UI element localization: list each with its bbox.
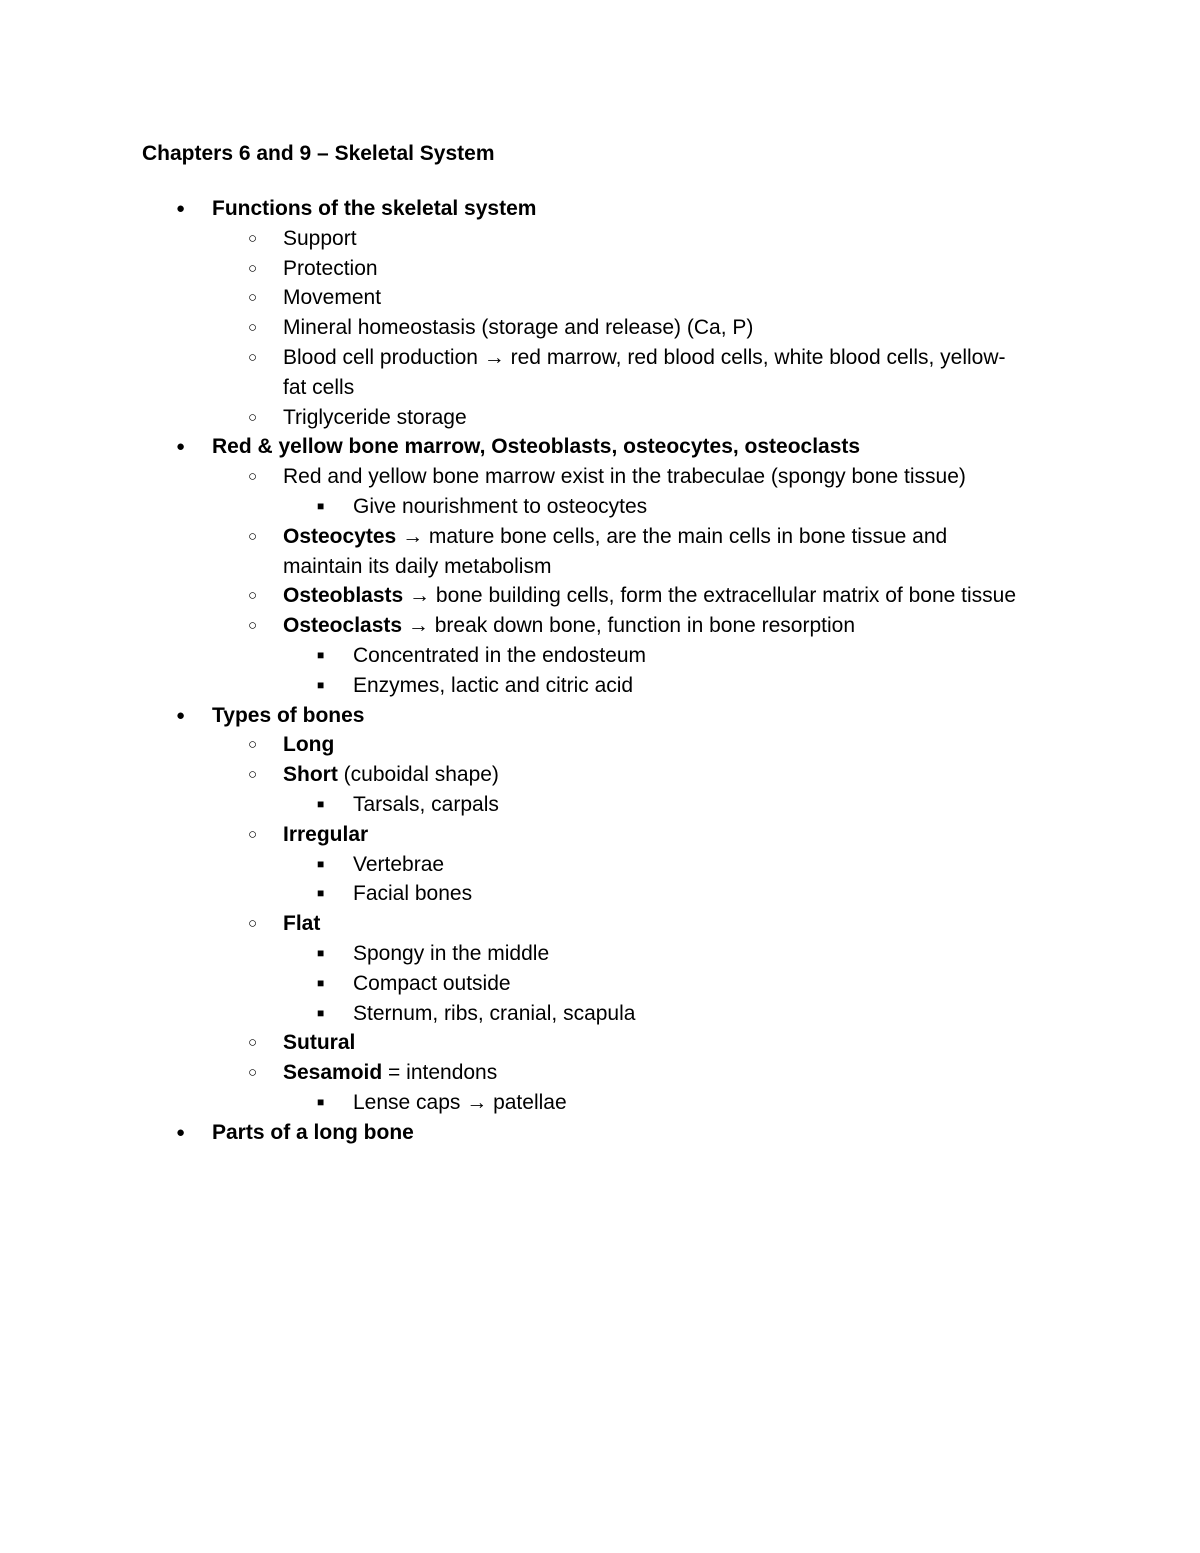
list-item-level-3 xyxy=(0,999,1200,1029)
list-item-text: (cuboidal shape) xyxy=(337,763,499,787)
list-item-level-1 xyxy=(0,701,1200,731)
list-item-text: → mature bone cells, are the main cells in bone tissue and maintain its daily metabolism xyxy=(283,524,948,578)
list-item-level-2 xyxy=(0,611,1023,641)
list-item-text: Blood cell production → red marrow, red blood cells, white blood cells, yellow-fat cells xyxy=(283,345,1006,399)
list-item-text: → break down bone, function in bone resorption xyxy=(402,614,856,638)
list-item-term: Osteocytes xyxy=(283,524,397,548)
list-item-term: Sesamoid xyxy=(283,1061,383,1085)
list-item-term: Irregular xyxy=(283,822,369,846)
list-item-term: Red & yellow bone marrow, Osteoblasts, osteocytes, osteoclasts xyxy=(212,435,861,459)
circle-bullet-icon: ○ xyxy=(248,825,258,843)
square-bullet-icon: ■ xyxy=(317,856,325,871)
circle-bullet-icon: ○ xyxy=(248,766,258,784)
list-item-level-2 xyxy=(0,224,1023,254)
list-item-text: Support xyxy=(283,226,357,250)
list-item-term: Osteoblasts xyxy=(283,584,404,608)
list-item-text: = intendons xyxy=(382,1061,498,1085)
list-item-level-1 xyxy=(0,1118,1200,1148)
list-item-text: Tarsals, carpals xyxy=(353,792,499,816)
list-item-text: Movement xyxy=(283,286,382,310)
list-item-term: Types of bones xyxy=(212,703,365,727)
square-bullet-icon: ■ xyxy=(317,1005,325,1020)
circle-bullet-icon: ○ xyxy=(248,348,258,366)
square-bullet-icon: ■ xyxy=(317,647,325,662)
list-item-level-3 xyxy=(0,1088,1200,1118)
circle-bullet-icon: ○ xyxy=(248,319,258,337)
list-item-level-3 xyxy=(0,879,1200,909)
list-item-level-2 xyxy=(0,820,1023,850)
list-item-level-2 xyxy=(0,313,1023,343)
list-item-term: Long xyxy=(283,733,335,757)
list-item-level-2 xyxy=(0,254,1023,284)
circle-bullet-icon: ○ xyxy=(248,1064,258,1082)
list-item-level-2 xyxy=(0,1028,1023,1058)
list-item-level-3 xyxy=(0,641,1200,671)
page-title: Chapters 6 and 9 – Skeletal System xyxy=(142,142,495,165)
disc-bullet-icon: ● xyxy=(176,200,186,217)
list-item-level-2 xyxy=(0,1058,1023,1088)
square-bullet-icon: ■ xyxy=(317,796,325,811)
square-bullet-icon: ■ xyxy=(317,886,325,901)
list-item-level-3 xyxy=(0,790,1200,820)
list-item-text: Mineral homeostasis (storage and release) (Ca, P) xyxy=(283,316,754,340)
list-item-text: Triglyceride storage xyxy=(283,405,467,429)
list-item-text: Compact outside xyxy=(353,971,511,995)
list-item-level-2 xyxy=(0,403,1023,433)
circle-bullet-icon: ○ xyxy=(248,587,258,605)
list-item-text: Vertebrae xyxy=(353,852,445,876)
list-item-level-1 xyxy=(0,194,1200,224)
disc-bullet-icon: ● xyxy=(176,438,186,456)
outline-list xyxy=(0,194,1200,1148)
list-item-text: Red and yellow bone marrow exist in the trabeculae (spongy bone tissue) xyxy=(283,465,966,489)
list-item-term: Flat xyxy=(283,912,321,936)
circle-bullet-icon: ○ xyxy=(248,289,258,307)
circle-bullet-icon: ○ xyxy=(248,468,258,486)
list-item-level-2 xyxy=(0,522,1023,582)
list-item-term: Short xyxy=(283,763,338,787)
list-item-level-3 xyxy=(0,492,1200,522)
list-item-text: Facial bones xyxy=(353,882,473,906)
list-item-level-2 xyxy=(0,730,1023,760)
circle-bullet-icon: ○ xyxy=(248,915,258,933)
list-item-level-2 xyxy=(0,462,1023,492)
list-item-level-2 xyxy=(0,343,1023,403)
circle-bullet-icon: ○ xyxy=(248,408,258,426)
square-bullet-icon: ■ xyxy=(317,975,325,990)
circle-bullet-icon: ○ xyxy=(248,527,258,545)
list-item-level-1 xyxy=(0,432,1200,462)
list-item-level-3 xyxy=(0,850,1200,880)
circle-bullet-icon: ○ xyxy=(248,736,258,754)
list-item-level-2 xyxy=(0,581,1023,611)
square-bullet-icon: ■ xyxy=(317,945,325,960)
list-item-level-3 xyxy=(0,671,1200,701)
circle-bullet-icon: ○ xyxy=(248,229,258,247)
list-item-text: Lense caps → patellae xyxy=(353,1090,567,1114)
list-item-term: Functions of the skeletal system xyxy=(212,197,537,220)
list-item-level-3 xyxy=(0,939,1200,969)
disc-bullet-icon: ● xyxy=(176,1123,186,1141)
list-item-level-2 xyxy=(0,283,1023,313)
list-item-level-2 xyxy=(0,909,1023,939)
list-item-term: Sutural xyxy=(283,1031,356,1055)
square-bullet-icon: ■ xyxy=(317,1094,325,1109)
circle-bullet-icon: ○ xyxy=(248,259,258,277)
list-item-text: Give nourishment to osteocytes xyxy=(353,494,648,518)
list-item-level-3 xyxy=(0,969,1200,999)
circle-bullet-icon: ○ xyxy=(248,617,258,635)
list-item-text: Protection xyxy=(283,256,378,280)
square-bullet-icon: ■ xyxy=(317,677,325,692)
list-item-text: Sternum, ribs, cranial, scapula xyxy=(353,1001,636,1025)
list-item-text: Enzymes, lactic and citric acid xyxy=(353,673,634,697)
disc-bullet-icon: ● xyxy=(176,706,186,724)
circle-bullet-icon: ○ xyxy=(248,1034,258,1052)
square-bullet-icon: ■ xyxy=(317,498,325,513)
list-item-text: → bone building cells, form the extracellular matrix of bone tissue xyxy=(403,584,1017,608)
list-item-term: Osteoclasts xyxy=(283,614,403,638)
list-item-term: Parts of a long bone xyxy=(212,1120,414,1144)
list-item-text: Spongy in the middle xyxy=(353,941,550,965)
list-item-level-2 xyxy=(0,760,1023,790)
list-item-text: Concentrated in the endosteum xyxy=(353,643,647,667)
